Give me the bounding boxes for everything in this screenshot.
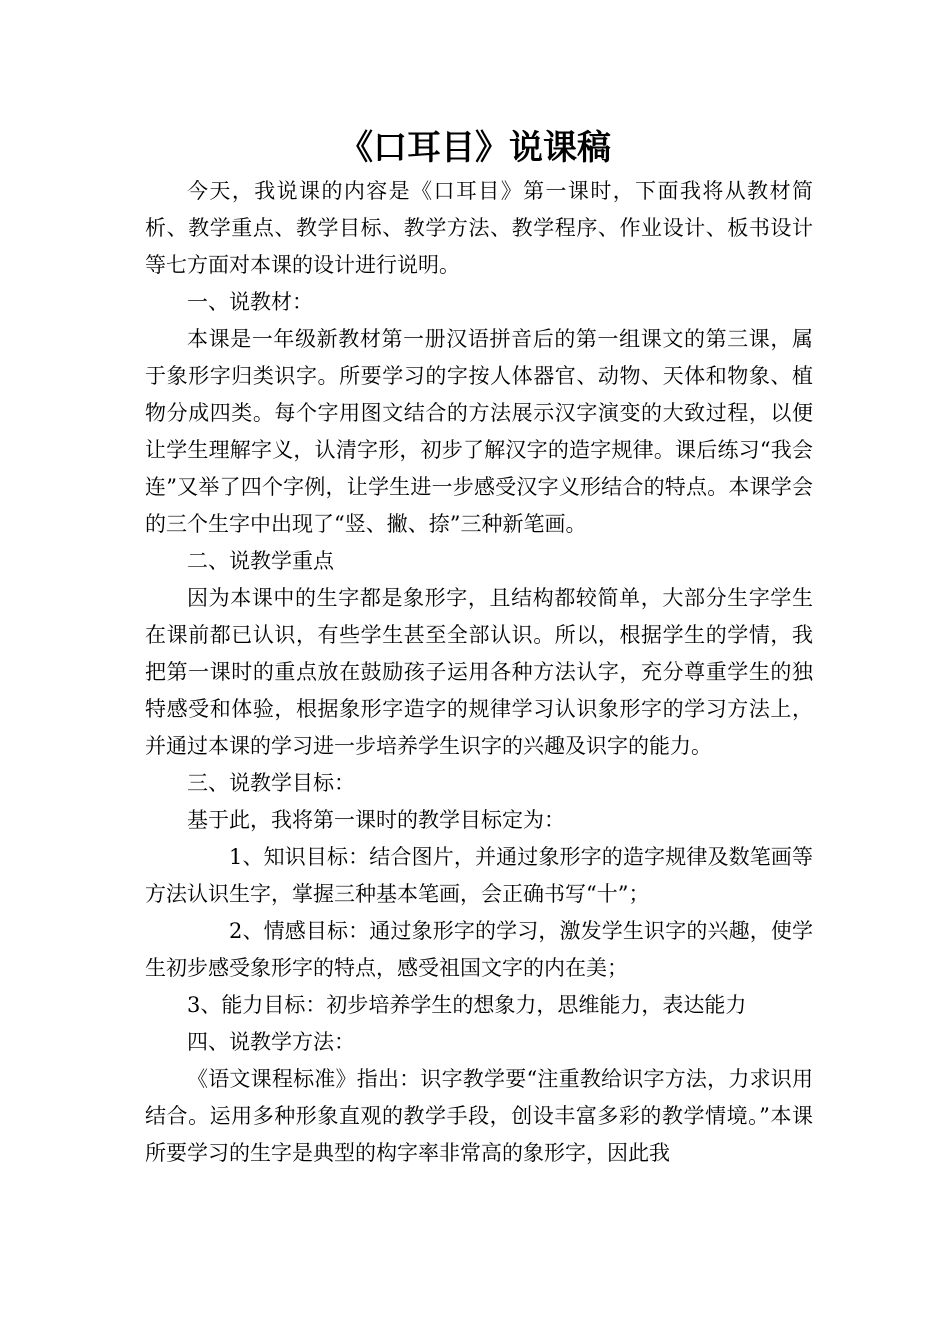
heading-section-2: 二、说教学重点	[187, 549, 334, 573]
document-title: 《口耳目》说课稿	[339, 128, 611, 168]
heading-section-3: 三、说教学目标：	[187, 771, 355, 795]
paragraph-goals-intro: 基于此，我将第一课时的教学目标定为：	[187, 808, 565, 832]
heading-section-4: 四、说教学方法：	[187, 1030, 355, 1054]
document-body	[145, 173, 813, 1172]
list-item-knowledge-goal: 1、知识目标：结合图片，并通过象形字的造字规律及数笔画等方法认识生字，掌握三种基本笔画，会正确书写“十”；	[145, 845, 813, 906]
paragraph-methods: 《语文课程标准》指出：识字教学要“注重教给识字方法，力求识用结合。运用多种形象直观的教学手段，创设丰富多彩的教学情境。”本课所要学习的生字是典型的构字率非常高的象形字，因此我	[145, 1067, 813, 1165]
heading-section-1: 一、说教材：	[187, 290, 313, 314]
paragraph-key-points: 因为本课中的生字都是象形字，且结构都较简单，大部分生字学生在课前都已认识，有些学生甚至全部认识。所以，根据学生的学情，我把第一课时的重点放在鼓励孩子运用各种方法认字，充分尊重学生的独特感受和体验，根据象形字造字的规律学习认识象形字的学习方法上，并通过本课的学习进一步培养学生识字的兴趣及识字的能力。	[145, 586, 813, 758]
paragraph-intro: 今天，我说课的内容是《口耳目》第一课时，下面我将从教材简析、教学重点、教学目标、教学方法、教学程序、作业设计、板书设计等七方面对本课的设计进行说明。	[145, 179, 813, 277]
list-item-ability-goal: 3、能力目标：初步培养学生的想象力，思维能力，表达能力	[187, 993, 747, 1017]
list-item-emotion-goal: 2、情感目标：通过象形字的学习，激发学生识字的兴趣，使学生初步感受象形字的特点，感受祖国文字的内在美；	[145, 919, 813, 980]
paragraph-textbook: 本课是一年级新教材第一册汉语拼音后的第一组课文的第三课，属于象形字归类识字。所要学习的字按人体器官、动物、天体和物象、植物分成四类。每个字用图文结合的方法展示汉字演变的大致过程，以便让学生理解字义，认清字形，初步了解汉字的造字规律。课后练习“我会连”又举了四个字例，让学生进一步感受汉字义形结合的特点。本课学会的三个生字中出现了“竖、撇、捺”三种新笔画。	[145, 327, 813, 536]
